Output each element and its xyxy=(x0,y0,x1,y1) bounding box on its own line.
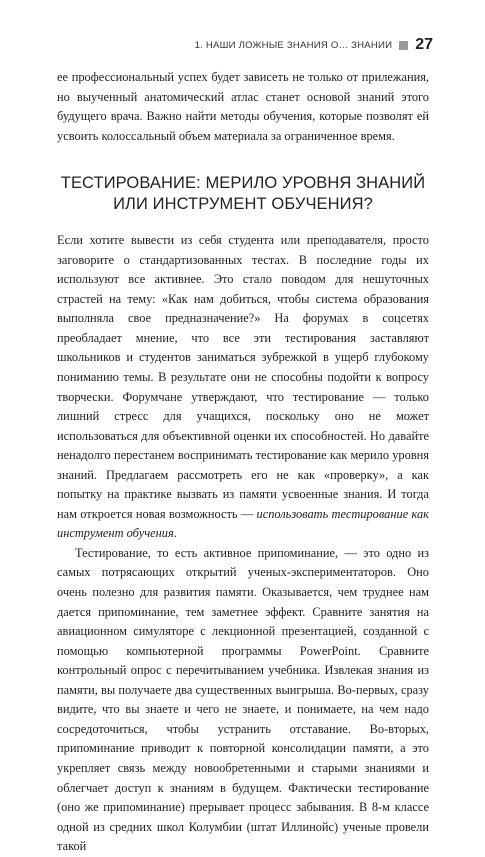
paragraph-testing-intro xyxy=(57,231,429,544)
chapter-title: 1. НАШИ ЛОЖНЫЕ ЗНАНИЯ О… ЗНАНИИ xyxy=(194,39,393,51)
square-ornament-icon xyxy=(399,41,408,50)
paragraph-active-recall: Тестирование, то есть активное припоминание, — это одно из самых потрясающих открытий ученых-экспериментаторов. Оно очень полезно для развития памяти. Оказывается, чем труднее нам дается припоминание, тем заметнее эффект. Сравните занятия на авиационном симуляторе с лекционной презентацией, созданной с помощью компьютерной программы PowerPoint. Сравните контрольный опрос с перечитыванием учебника. Извлекая знания из памяти, вы получаете два существенных выигрыша. Во-первых, сразу видите, что вы знаете и чего не знаете, и понимаете, на чем надо сосредоточиться, чтобы устранить отставание. Во-вторых, припоминание приводит к повторной консолидации памяти, а это укрепляет связь между новообретенными и старыми знаниями и облегчает доступ к знаниям в будущем. Фактически тестирование (оно же припоминание) прерывает процесс забывания. В 8-м классе одной из средних школ Колумбии (штат Иллинойс) ученые провели такой xyxy=(57,545,429,854)
paragraph-text: Если хотите вывести из себя студента или преподавателя, просто заговорите о стандартизованных тестах. В последние годы их используют все активнее. Это стало поводом для нешуточных страстей на тему: «Как нам добиться, чтобы система образования выполняла свое предназначение?» На форумах в соцсетях преобладает мнение, что все эти тестирования заставляют школьников и студентов заниматься зубрежкой в ущерб глубокому пониманию темы. В результате они не способны подойти к вопросу творчески. Форумчане утверждают, что тестирование — только лишний стресс для учащихся, поскольку оно не может использоваться для объективной оценки их способностей. Но давайте ненадолго перестанем воспринимать тестирование как мерило уровня знаний. Предлагаем рассмотреть его не как «проверку», а как попытку на практике вызвать из памяти усвоенные знания. И тогда нам откроется новая возможность — xyxy=(57,233,429,521)
section-heading-line-2: ИЛИ ИНСТРУМЕНТ ОБУЧЕНИЯ? xyxy=(113,195,373,214)
page-number: 27 xyxy=(415,36,433,53)
running-head xyxy=(195,36,433,54)
page-body xyxy=(57,68,429,857)
paragraph-continued: ее профессиональный успех будет зависеть не только от прилежания, но выученный анатомический атлас станет основой знаний этого будущего врача. Важно найти методы обучения, которые позволят ей усвоить колоссальный объем материала за ограниченное время. xyxy=(57,70,429,143)
paragraph-end: . xyxy=(173,526,177,541)
emphasis-text: использовать тестирование как инструмент обучения xyxy=(57,506,429,541)
section-heading-line-1: ТЕСТИРОВАНИЕ: МЕРИЛО УРОВНЯ ЗНАНИЙ xyxy=(60,174,426,193)
section-heading xyxy=(57,173,429,215)
